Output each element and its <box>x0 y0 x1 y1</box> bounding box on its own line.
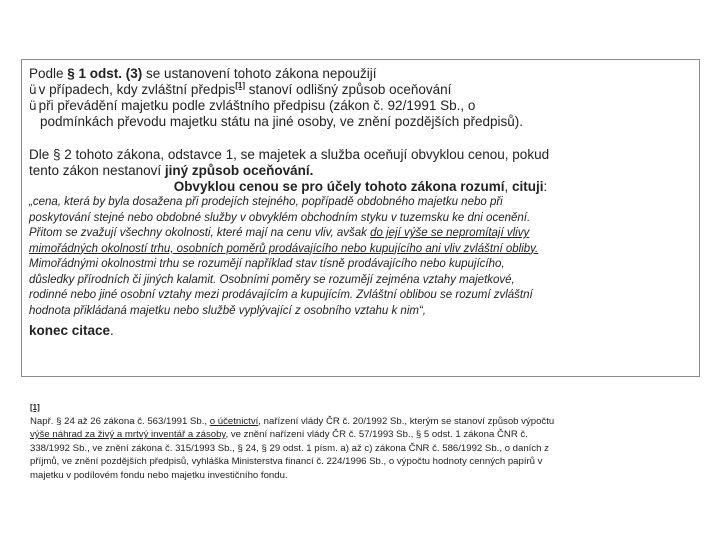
section-reference: § 1 odst. (3) <box>67 66 143 81</box>
period: . <box>110 323 114 338</box>
quote-end <box>29 322 692 339</box>
quote-line-6: důsledky přírodních či jiných kalamit. Osobními poměry se rozumějí zejména vztahy majetkové, <box>29 273 515 286</box>
definition-heading-bold: Obvyklou cenou se pro účely tohoto zákona rozumí <box>173 179 505 194</box>
paragraph-line-2 <box>29 163 692 179</box>
quote-text: Přitom se zvažují všechny okolnosti, které mají na cenu vliv, avšak <box>29 227 371 239</box>
footnote-line-3: 338/1992 Sb., ve znění zákona č. 315/1993 Sb., § 24, § 29 odst. 1 písm. a) až c) zákona ČNR č. 586/1992 Sb., o daních z <box>30 442 549 454</box>
checkmark-icon: ü <box>29 83 37 97</box>
bullet-item-2 <box>29 98 692 114</box>
intro-line <box>29 66 692 82</box>
quote-close: “, <box>418 304 426 317</box>
quote-text: hodnota přikládaná majetku nebo službě vyplývající z osobního vztahu k nim <box>29 304 419 317</box>
bullet-2-text: při převádění majetku podle zvláštního předpisu (zákon č. 92/1991 Sb., o <box>38 98 476 113</box>
main-text-box <box>21 59 700 377</box>
footnote-link[interactable]: o účetnictví <box>209 415 259 427</box>
footnote <box>30 401 700 482</box>
quote-line-3 <box>29 226 692 242</box>
bullet-item-2-continuation: podmínkách převodu majetku státu na jiné osoby, ve znění pozdějších předpisů). <box>40 114 524 129</box>
quote-line-8 <box>29 304 692 320</box>
quote-line-2: poskytování stejné nebo obdobné služby v obvyklém obchodním styku v tuzemsku ke dni ocenění. <box>29 211 531 224</box>
emphasis-text: jiný způsob oceňování. <box>164 163 314 178</box>
separator: , <box>504 179 513 194</box>
footnote-reference-link[interactable]: [1] <box>235 81 245 90</box>
intro-text: Podle <box>29 66 68 81</box>
checkmark-icon: ü <box>29 99 37 113</box>
footnote-text: Např. § 24 až 26 zákona č. 563/1991 Sb., <box>30 415 210 427</box>
quote-underlined: do její výše se nepromítají vlivy <box>370 227 530 239</box>
bullet-1-text-end: stanoví odlišný způsob oceňování <box>245 82 452 97</box>
end-citation-label: konec citace <box>29 323 111 338</box>
intro-text-end: se ustanovení tohoto zákona nepoužijí <box>142 66 377 81</box>
quote-line-1: „cena, která by byla dosažena při prodejích stejného, popřípadě obdobného majetku nebo při <box>29 196 503 208</box>
footnote-line-1 <box>30 415 700 429</box>
footnote-text: , nařízení vlády ČR č. 20/1992 Sb., kterým se stanoví způsob výpočtu <box>258 415 555 427</box>
paragraph-line-1: Dle § 2 tohoto zákona, odstavce 1, se majetek a služba oceňují obvyklou cenou, pokud <box>29 147 550 162</box>
footnote-text: , ve znění nařízení vlády ČR č. 57/1993 Sb., § 5 odst. 1 zákona ČNR č. <box>225 429 528 440</box>
definition-heading <box>29 179 692 195</box>
colon: : <box>543 179 548 194</box>
footnote-line-5: majetku v podílovém fondu nebo majetku investičního fondu. <box>30 469 288 481</box>
footnote-marker-link[interactable]: [1] <box>30 403 40 412</box>
footnote-line-4: příjmů, ve znění pozdějších předpisů, vyhláška Ministerstva financí č. 224/1996 Sb., o výpočtu hodnoty cenných papírů v <box>30 456 543 467</box>
quote-line-7: rodinné nebo jiné osobní vztahy mezi prodávajícím a kupujícím. Zvláštní oblibou se rozumí zvláštní <box>29 289 533 301</box>
quote-line-5: Mimořádnými okolnostmi trhu se rozumějí například stav tísně prodávajícího nebo kupujícího, <box>29 258 505 270</box>
paragraph-text: tento zákon nestanoví <box>29 163 165 178</box>
quote-line-4: mimořádných okolností trhu, osobních poměrů prodávajícího nebo kupujícího ani vliv zvláštní obliby. <box>29 242 539 255</box>
citation-label: cituji <box>512 179 544 194</box>
footnote-link[interactable]: výše náhrad za živý a mrtvý inventář a zásoby <box>30 429 226 440</box>
footnote-line-2 <box>30 428 700 442</box>
bullet-1-text: v případech, kdy zvláštní předpis <box>38 82 236 97</box>
bullet-item-1 <box>29 82 692 98</box>
